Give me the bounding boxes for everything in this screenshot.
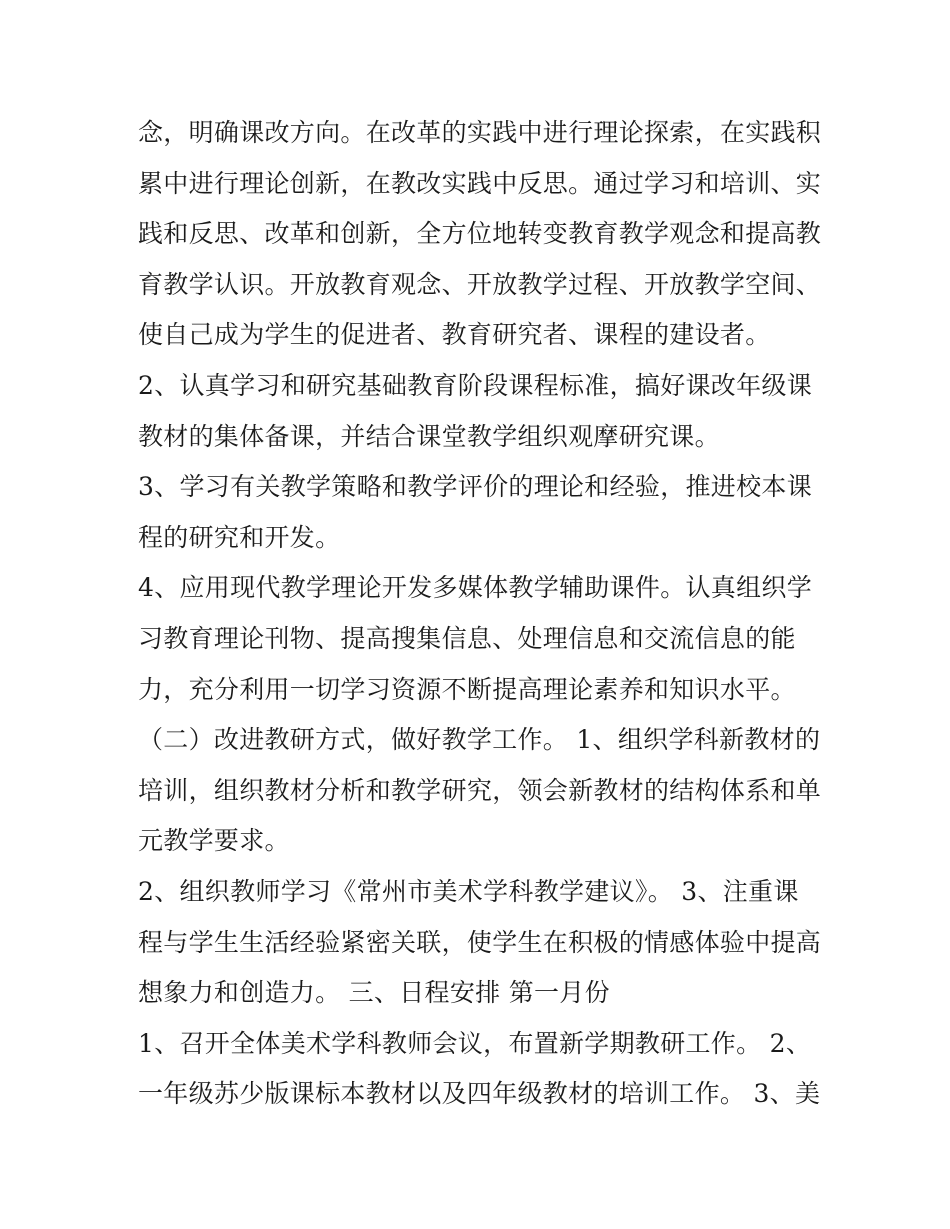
text-line: 习教育理论刊物、提高搜集信息、处理信息和交流信息的能	[138, 623, 796, 653]
text-line: 一年级苏少版课标本教材以及四年级教材的培训工作。 3、美	[138, 1079, 821, 1109]
text-line: 元教学要求。	[138, 826, 290, 856]
text-line: 想象力和创造力。 三、日程安排 第一月份	[138, 978, 610, 1008]
text-line: 使自己成为学生的促进者、教育研究者、课程的建设者。	[138, 320, 771, 350]
text-line: 累中进行理论创新，在教改实践中反思。通过学习和培训、实	[138, 168, 822, 198]
text-line: 教材的集体备课，并结合课堂教学组织观摩研究课。	[138, 421, 720, 451]
document-body	[138, 108, 828, 1120]
text-line: 4、应用现代教学理论开发多媒体教学辅助课件。认真组织学	[138, 573, 813, 603]
text-line: 程与学生生活经验紧密关联，使学生在积极的情感体验中提高	[138, 927, 822, 957]
text-line: 力，充分利用一切学习资源不断提高理论素养和知识水平。	[138, 674, 796, 704]
text-line: 念，明确课改方向。在改革的实践中进行理论探索，在实践积	[138, 118, 822, 147]
text-line: 育教学认识。开放教育观念、开放教学过程、开放教学空间、	[138, 269, 822, 299]
text-line: （二）改进教研方式，做好教学工作。 1、组织学科新教材的	[138, 725, 821, 755]
text-line: 程的研究和开发。	[138, 522, 341, 552]
text-line: 践和反思、改革和创新，全方位地转变教育教学观念和提高教	[138, 219, 822, 249]
text-line: 培训，组织教材分析和教学研究，领会新教材的结构体系和单	[138, 775, 822, 805]
text-line: 2、认真学习和研究基础教育阶段课程标准，搞好课改年级课	[138, 370, 813, 400]
text-line: 3、学习有关教学策略和教学评价的理论和经验，推进校本课	[138, 472, 813, 502]
text-line: 1、召开全体美术学科教师会议，布置新学期教研工作。 2、	[138, 1028, 812, 1058]
text-line: 2、组织教师学习《常州市美术学科教学建议》。 3、注重课	[138, 876, 799, 906]
